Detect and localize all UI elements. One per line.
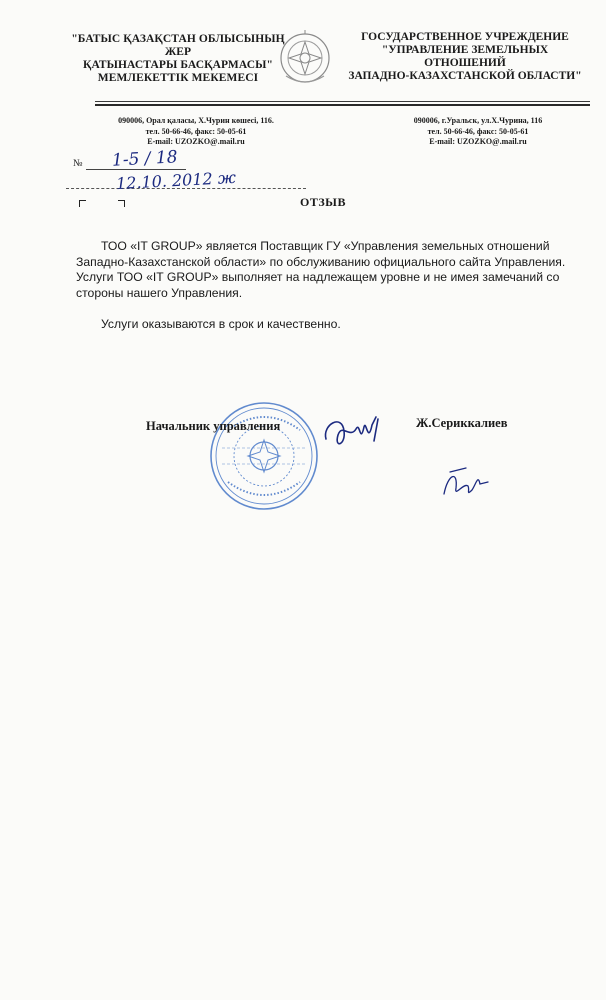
kazakhstan-emblem-icon bbox=[278, 28, 332, 90]
header-divider-thick bbox=[95, 104, 590, 106]
address-right-line-1: 090006, г.Уральск, ул.Х.Чурина, 116 bbox=[413, 116, 543, 125]
address-kazakh bbox=[96, 116, 296, 148]
address-corner-right bbox=[118, 200, 125, 207]
header-left-line-1: "БАТЫС ҚАЗАҚСТАН ОБЛЫСЫНЫҢ bbox=[71, 33, 285, 45]
address-left-line-3: E-mail: UZOZKO@.mail.ru bbox=[147, 137, 245, 146]
address-right-line-2: тел. 50-66-46, факс: 50-05-61 bbox=[427, 126, 529, 136]
address-corner-left bbox=[79, 200, 86, 207]
reg-number-label: № bbox=[73, 158, 83, 169]
header-right-line-3: ОТНОШЕНИЙ bbox=[424, 57, 506, 69]
header-right-line-1: ГОСУДАРСТВЕННОЕ УЧРЕЖДЕНИЕ bbox=[361, 31, 569, 43]
body-paragraph-2: Услуги оказываются в срок и качественно. bbox=[101, 317, 341, 331]
handwritten-signature-icon bbox=[320, 405, 384, 455]
header-left-line-3: ҚАТЫНАСТАРЫ БАСҚАРМАСЫ" bbox=[83, 59, 273, 71]
header-org-russian bbox=[340, 31, 590, 83]
document-body bbox=[76, 239, 576, 333]
reg-number-handwritten: 1-5 / 18 bbox=[111, 147, 179, 171]
address-left-line-2: тел. 50-66-46, факс: 50-05-61 bbox=[145, 126, 247, 136]
initials-signature-icon bbox=[436, 464, 496, 504]
header-left-line-4: МЕМЛЕКЕТТІК МЕКЕМЕСІ bbox=[97, 72, 259, 84]
document-title: ОТЗЫВ bbox=[300, 195, 346, 209]
signatory-position: Начальник управления bbox=[146, 419, 281, 433]
signatory-name: Ж.Сериккалиев bbox=[416, 416, 508, 430]
header-divider-thin bbox=[95, 101, 590, 102]
header-right-line-2: "УПРАВЛЕНИЕ ЗЕМЕЛЬНЫХ bbox=[381, 44, 549, 56]
address-russian bbox=[388, 116, 568, 148]
header-org-kazakh bbox=[68, 33, 288, 85]
official-stamp-icon bbox=[208, 400, 320, 512]
reg-date-handwritten: 12.10. 2012 ж bbox=[115, 167, 237, 194]
header-right-line-4: ЗАПАДНО-КАЗАХСТАНСКОЙ ОБЛАСТИ" bbox=[348, 70, 582, 82]
address-left-line-1: 090006, Орал қаласы, Х.Чурин көшесі, 116. bbox=[118, 116, 274, 125]
body-paragraph-1: ТОО «IT GROUP» является Поставщик ГУ «Управления земельных отношений Западно-Казахстанской области» по обслуживанию официального сайта Управления. Услуги ТОО «IT GROUP» выполняет на надлежащем уровне и не имея замечаний со стороны нашего Управления. bbox=[76, 239, 566, 300]
header-left-line-2: ЖЕР bbox=[164, 46, 192, 58]
address-right-line-3: E-mail: UZOZKO@.mail.ru bbox=[429, 137, 527, 146]
